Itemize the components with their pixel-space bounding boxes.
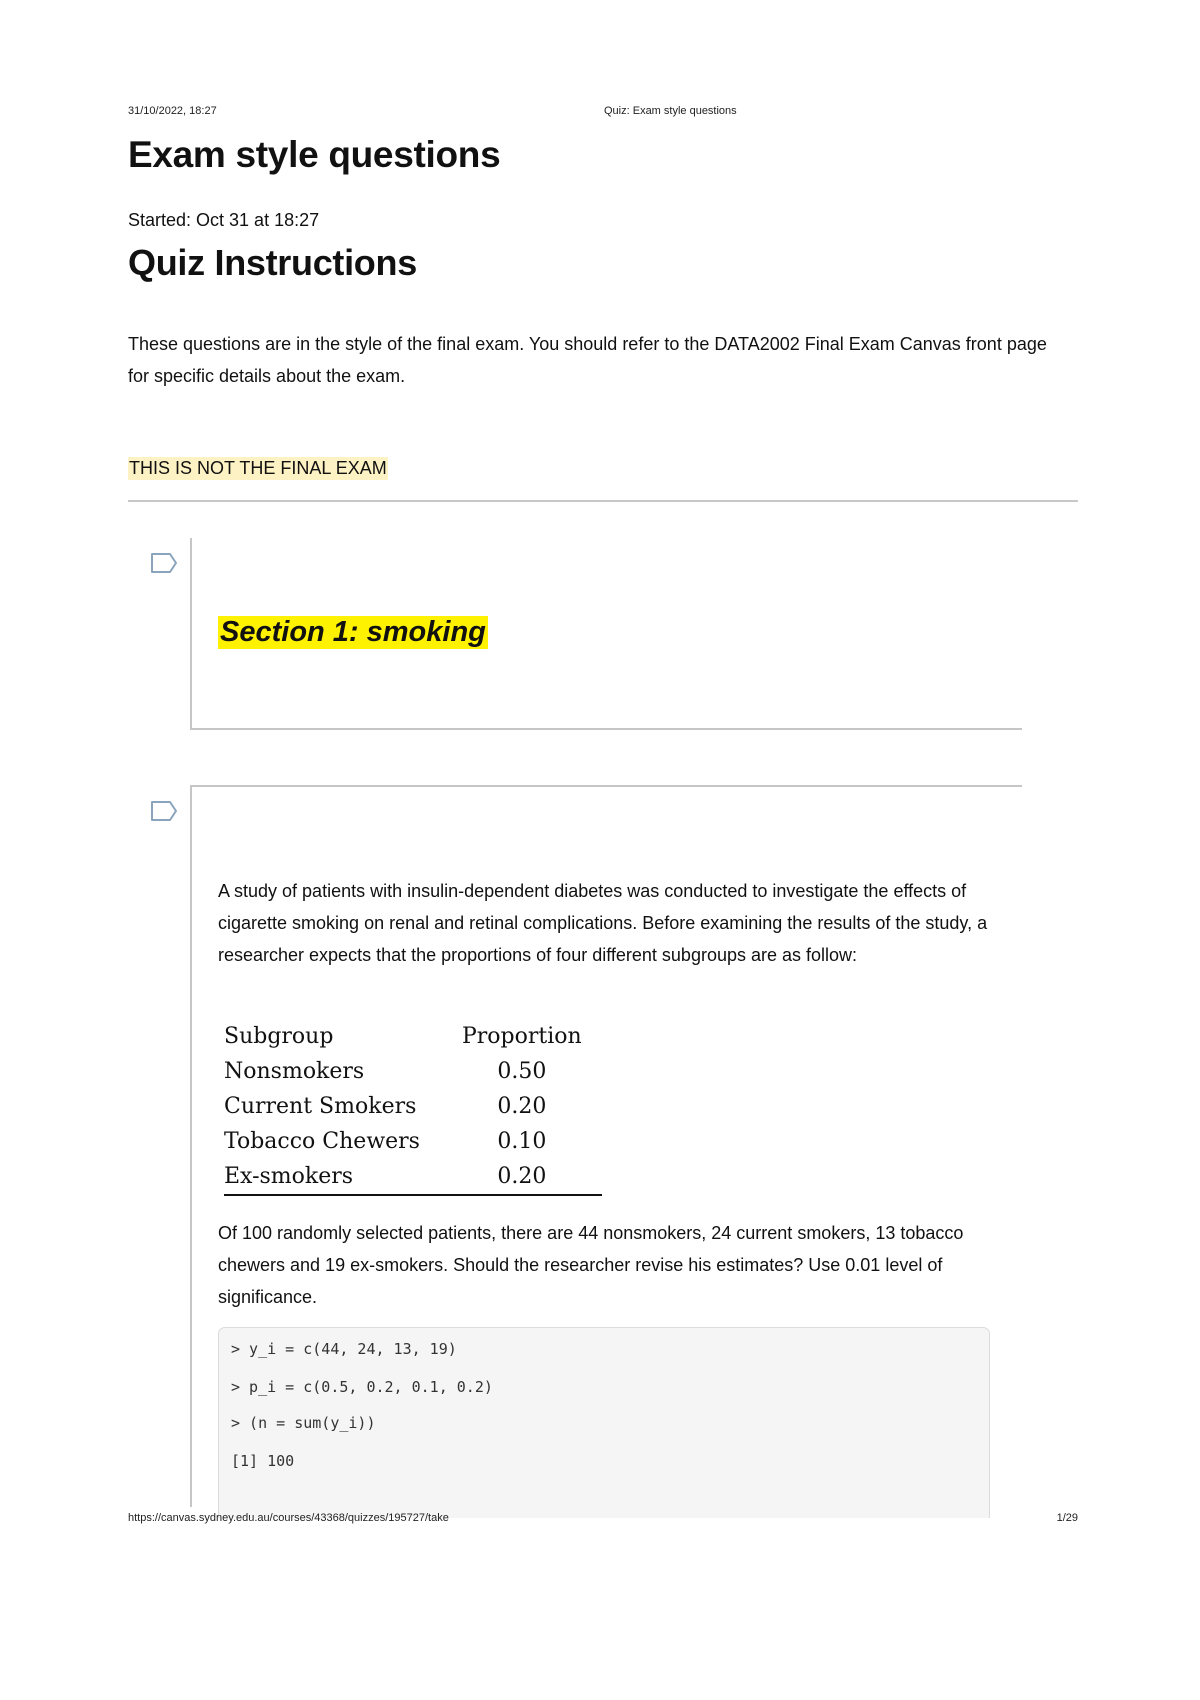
subgroup-cell: Tobacco Chewers [224,1129,420,1154]
code-line: [1] 100 [231,1452,295,1470]
r-code-block [218,1327,990,1518]
question-card-smoking [190,785,1022,1507]
print-date: 31/10/2022, 18:27 [128,105,217,117]
print-footer [128,1512,1078,1528]
question-paragraph: A study of patients with insulin-dependent diabetes was conducted to investigate the effects of cigarette smoking on renal and retinal complications. Before examining the results of the study, a researcher expects that the proportions of four different subgroups are as follow: [218,881,988,965]
print-header [128,105,1078,121]
question-card-section-1 [190,538,1022,730]
quiz-instructions-text: These questions are in the style of the final exam. You should refer to the DATA2002 Final Exam Canvas front page for specific details about the exam. [128,334,1047,386]
proportion-cell: 0.50 [497,1059,547,1084]
table-row [224,1159,602,1195]
column-header: Proportion [461,1024,582,1049]
table-row [224,1089,602,1124]
started-timestamp: Started: Oct 31 at 18:27 [128,210,320,230]
proportion-table [224,1019,602,1196]
page-title: Exam style questions [128,134,501,175]
code-line: > y_i = c(44, 24, 13, 19) [231,1340,457,1358]
page-url: https://canvas.sydney.edu.au/courses/43368/quizzes/195727/take [128,1512,449,1524]
page-number: 1/29 [1056,1512,1078,1524]
section-heading: Section 1: smoking [220,616,486,648]
flag-question-icon[interactable] [150,552,178,574]
proportion-cell: 0.20 [432,1159,602,1195]
code-line: > p_i = c(0.5, 0.2, 0.1, 0.2) [231,1378,493,1396]
question-paragraph: Of 100 randomly selected patients, there are 44 nonsmokers, 24 current smokers, 13 tobacco chewers and 19 ex-smokers. Should the researcher revise his estimates? Use 0.01 level of significance. [218,1223,964,1307]
flag-question-icon[interactable] [150,800,178,822]
table-row [224,1124,602,1159]
code-line: > (n = sum(y_i)) [231,1414,376,1432]
subgroup-cell: Nonsmokers [224,1059,365,1084]
subgroup-cell: Ex-smokers [224,1159,432,1195]
proportion-cell: 0.10 [497,1129,547,1154]
instructions-divider [128,500,1078,502]
column-header: Subgroup [224,1024,334,1049]
quiz-instructions-title: Quiz Instructions [128,242,417,283]
subgroup-cell: Current Smokers [224,1094,417,1119]
proportion-cell: 0.20 [497,1094,547,1119]
table-header-row [224,1019,602,1054]
table-row [224,1054,602,1089]
print-doc-title: Quiz: Exam style questions [604,105,737,117]
not-final-exam-warning: THIS IS NOT THE FINAL EXAM [129,458,387,478]
